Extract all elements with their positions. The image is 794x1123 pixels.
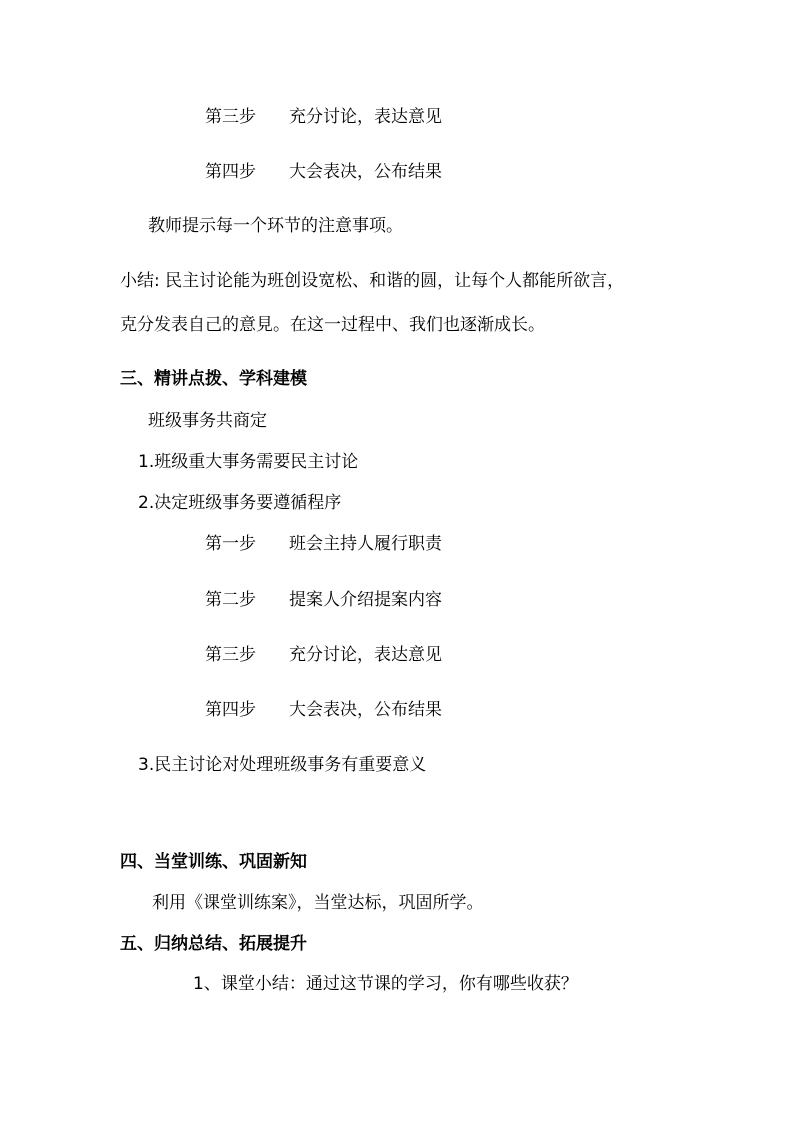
step-text: 班会主持人履行职责	[289, 534, 442, 554]
step-number: 第三步	[205, 107, 256, 127]
step-text: 提案人介绍提案内容	[289, 590, 442, 610]
step-number: 第一步	[205, 534, 256, 554]
paragraph: 教师提示每一个环节的注意事项。	[148, 216, 403, 236]
step-text: 充分讨论，表达意见	[289, 645, 442, 665]
section-heading: 四、当堂训练、巩固新知	[120, 852, 307, 872]
step-line	[205, 105, 442, 129]
step-line	[205, 160, 442, 184]
step-number: 第四步	[205, 162, 256, 182]
step-text: 大会表决，公布结果	[289, 162, 442, 182]
section-heading: 三、精讲点拨、学科建模	[120, 369, 307, 389]
step-line	[205, 698, 442, 722]
summary-line-2: 克分发表自己的意見。在这一过程中、我们也逐渐成长。	[120, 315, 545, 335]
step-line	[205, 643, 442, 667]
step-line	[205, 588, 442, 612]
list-item: 2.决定班级事务要遵循程序	[138, 493, 342, 513]
paragraph: 班级事务共商定	[148, 411, 267, 431]
step-number: 第二步	[205, 590, 256, 610]
list-item: 1、课堂小结：通过这节课的学习，你有哪些收获？	[193, 974, 578, 994]
list-item: 1.班级重大事务需要民主讨论	[138, 452, 359, 472]
step-number: 第四步	[205, 700, 256, 720]
list-item: 3.民主讨论对处理班级事务有重要意义	[138, 755, 427, 775]
step-line	[205, 532, 442, 556]
paragraph: 利用《课堂训练案》，当堂达标，巩固所学。	[152, 893, 484, 913]
step-number: 第三步	[205, 645, 256, 665]
section-heading: 五、归纳总结、拓展提升	[120, 934, 307, 954]
step-text: 大会表决，公布结果	[289, 700, 442, 720]
summary-line-1: 小结: 民主讨论能为班创设宽松、和谐的圆，让每个人都能所欲言，	[120, 271, 625, 291]
step-text: 充分讨论，表达意见	[289, 107, 442, 127]
